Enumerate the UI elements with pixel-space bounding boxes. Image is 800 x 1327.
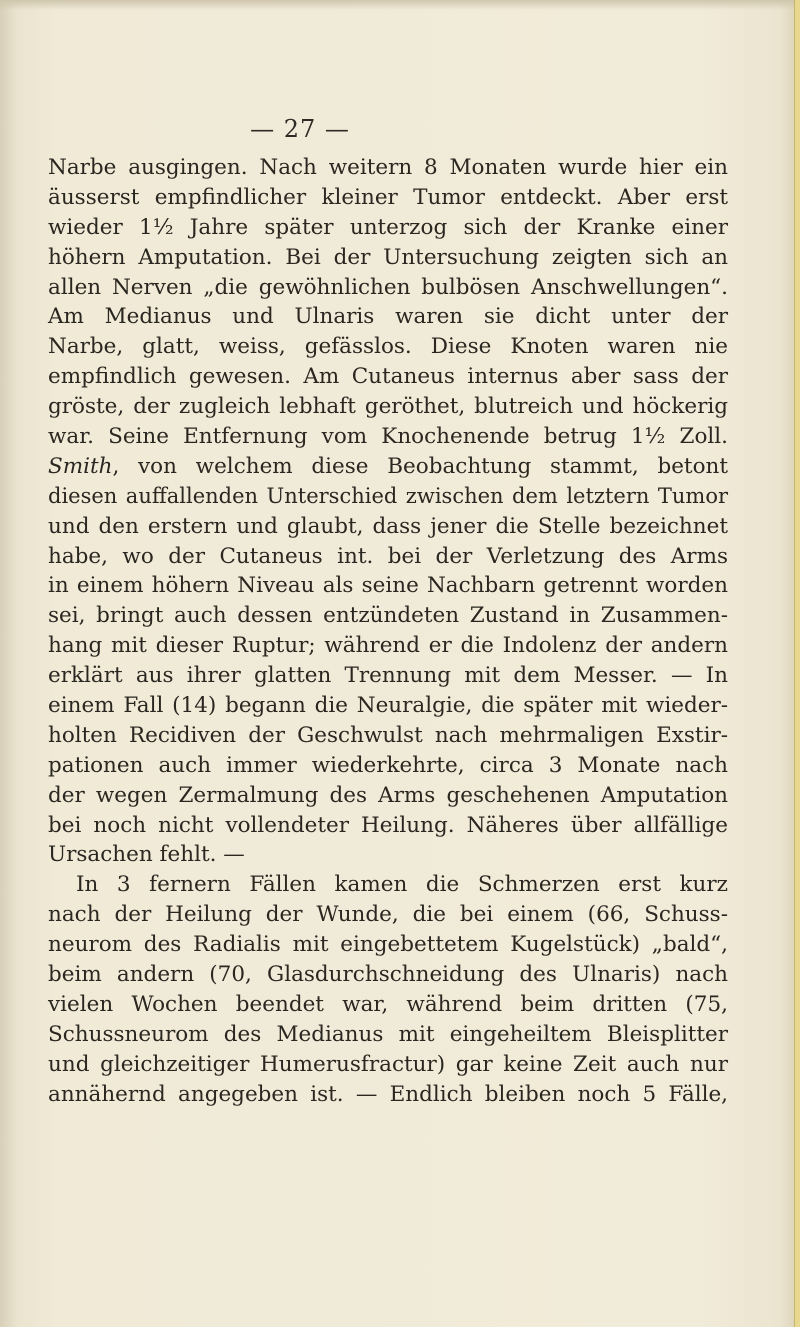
text-line: neurom des Radialis mit eingebettetem Kugelstück) „bald“, (48, 932, 728, 958)
text-line: wieder 1½ Jahre später unterzog sich der Kranke einer (48, 214, 728, 240)
text-line: war. Seine Entfernung vom Knochenende betrug 1½ Zoll. (48, 424, 728, 450)
text-line: vielen Wochen beendet war, während beim dritten (75, (48, 991, 728, 1017)
text-line: einem Fall (14) begann die Neuralgie, die später mit wieder- (48, 693, 728, 719)
text-line: äusserst empfindlicher kleiner Tumor entdeckt. Aber erst (48, 184, 728, 210)
page-top-shadow (0, 0, 800, 10)
text-line: Ursachen fehlt. — (48, 842, 245, 868)
text-line: höhern Amputation. Bei der Untersuchung zeigten sich an (48, 244, 728, 270)
text-line: annähernd angegeben ist. — Endlich bleiben noch 5 Fälle, (48, 1081, 728, 1107)
author-name: Smith (48, 453, 113, 479)
text-line: Narbe ausgingen. Nach weitern 8 Monaten wurde hier ein (48, 155, 728, 180)
text-line: nach der Heilung der Wunde, die bei einem (66, Schuss- (48, 902, 728, 928)
text-line: In 3 fernern Fällen kamen die Schmerzen erst kurz (76, 872, 728, 898)
text-line: hang mit dieser Ruptur; während er die Indolenz der andern (48, 633, 728, 659)
text-line: der wegen Zermalmung des Arms geschehenen Amputation (48, 782, 728, 808)
text-line: gröste, der zugleich lebhaft geröthet, blutreich und höckerig (48, 394, 728, 420)
text-line: pationen auch immer wiederkehrte, circa 3 Monate nach (48, 752, 728, 778)
text-line: erklärt aus ihrer glatten Trennung mit dem Messer. — In (48, 663, 728, 689)
page-number: — 27 — (250, 115, 350, 143)
text-line: diesen auffallenden Unterschied zwischen dem letztern Tumor (48, 483, 728, 508)
text-line: Am Medianus und Ulnaris waren sie dicht unter der (48, 304, 728, 330)
text-line: habe, wo der Cutaneus int. bei der Verletzung des Arms (48, 543, 728, 569)
text-line: allen Nerven „die gewöhnlichen bulbösen Anschwellungen“. (48, 274, 728, 300)
text-line: sei, bringt auch dessen entzündeten Zustand in Zusammen- (48, 603, 728, 629)
text-line: holten Recidiven der Geschwulst nach mehrmaligen Exstir- (48, 722, 728, 748)
text-line: empfindlich gewesen. Am Cutaneus internus aber sass der (48, 364, 728, 390)
text-line: und den erstern und glaubt, dass jener die Stelle bezeichnet (48, 513, 728, 539)
text-line: beim andern (70, Glasdurchschneidung des Ulnaris) nach (48, 962, 728, 988)
text-line: und gleichzeitiger Humerusfractur) gar keine Zeit auch nur (48, 1051, 728, 1077)
text-line: in einem höhern Niveau als seine Nachbarn getrennt worden (48, 573, 728, 599)
text-line: Smith, von welchem diese Beobachtung stammt, betont (48, 453, 728, 479)
text-line: Schussneurom des Medianus mit eingeheiltem Bleisplitter (48, 1021, 728, 1047)
page-right-edge (794, 0, 800, 1327)
text-line: Narbe, glatt, weiss, gefässlos. Diese Knoten waren nie (48, 334, 728, 360)
text-line: bei noch nicht vollendeter Heilung. Näheres über allfällige (48, 812, 728, 838)
body-text (48, 153, 728, 1110)
